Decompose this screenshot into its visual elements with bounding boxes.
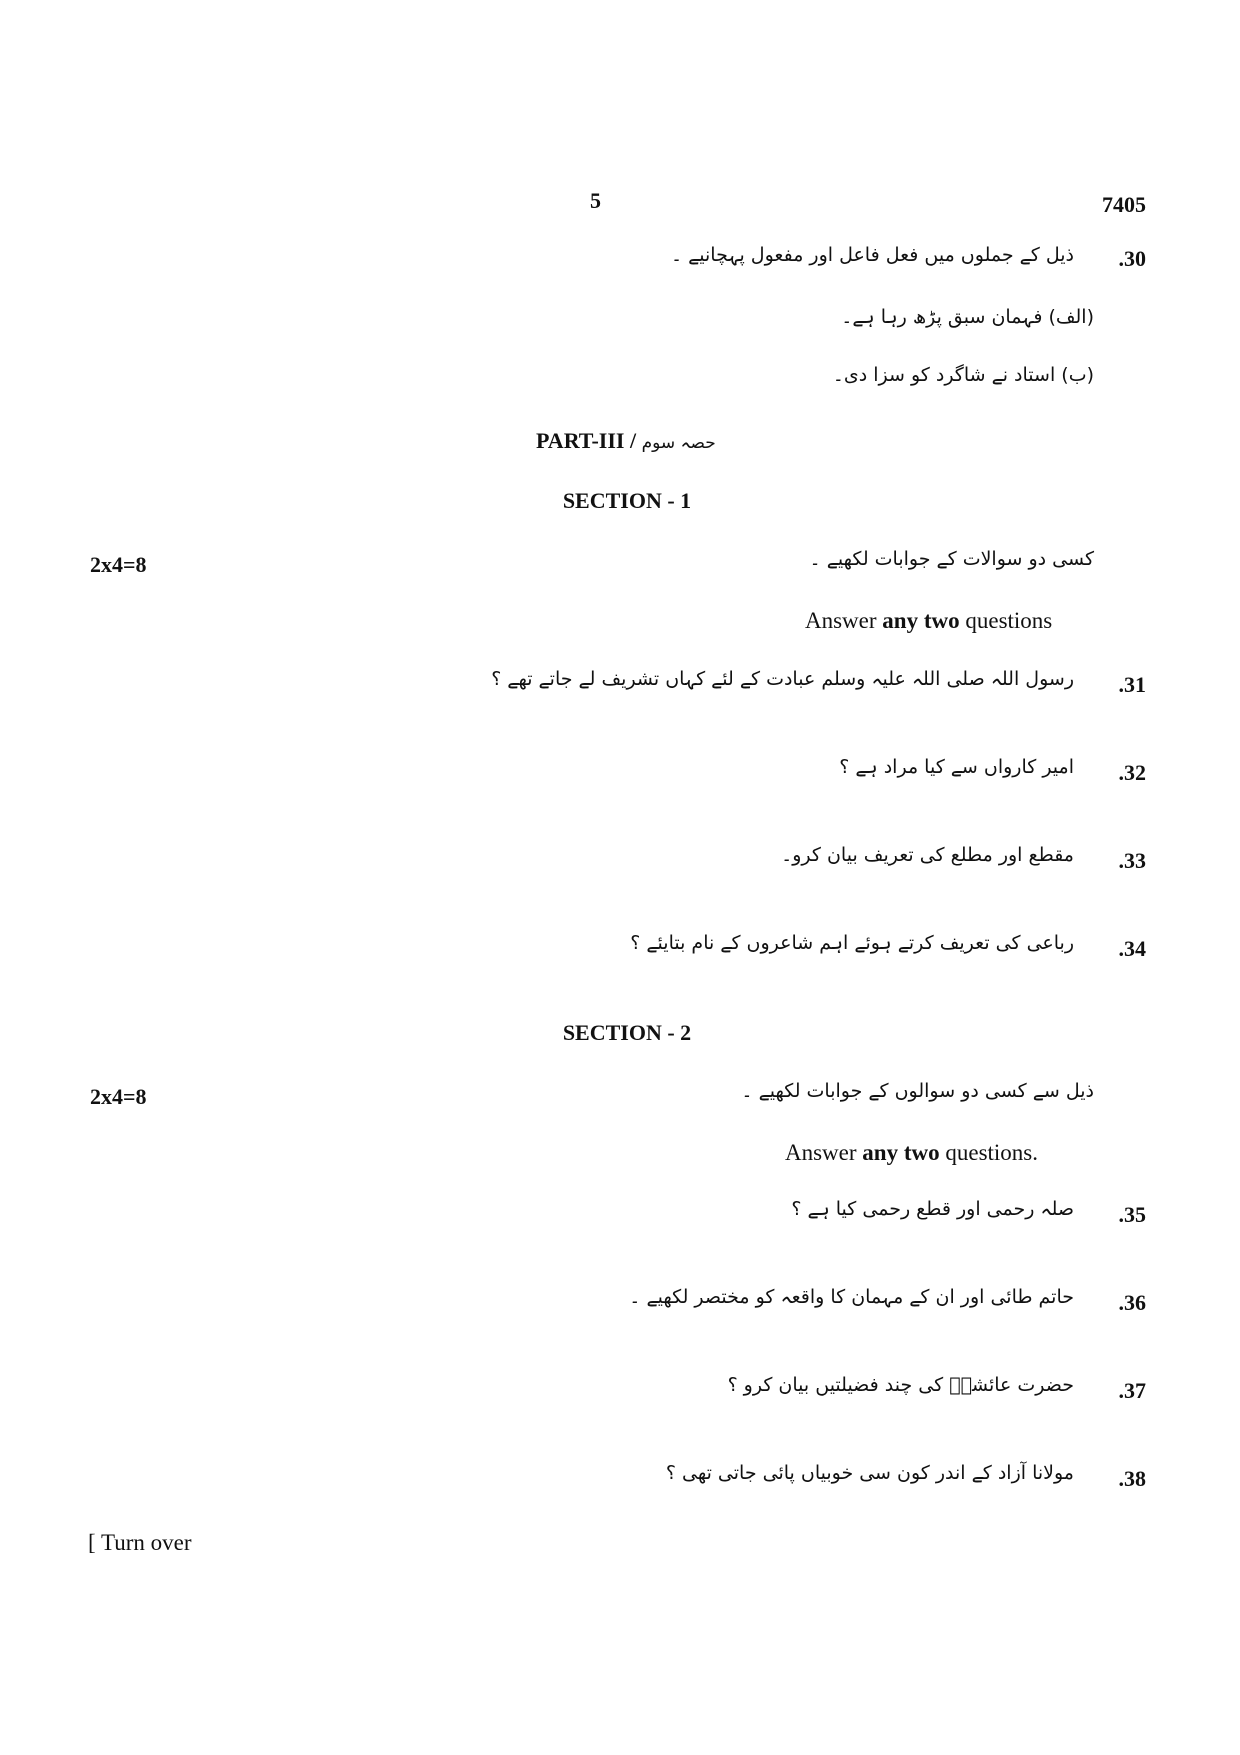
question-32-text: امیر کارواں سے کیا مراد ہے ؟ [839, 756, 1074, 778]
question-38-number: .38 [1118, 1466, 1146, 1491]
question-30-number: .30 [1118, 246, 1146, 271]
section-1-instruction-urdu: کسی دو سوالات کے جوابات لکھیے ۔ [809, 548, 1094, 570]
question-30-part-a: (الف) فہمان سبق پڑھ رہا ہے۔ [841, 306, 1094, 328]
section-1-title: SECTION - 1 [562, 488, 692, 513]
part-heading-en: PART-III / [536, 428, 637, 453]
question-33-text: مقطع اور مطلع کی تعریف بیان کرو۔ [781, 844, 1074, 866]
paper-code: 7405 [1102, 192, 1146, 217]
question-34-number: .34 [1118, 936, 1146, 961]
question-38-text: مولانا آزاد کے اندر کون سی خوبیاں پائی جاتی تھی ؟ [665, 1462, 1074, 1484]
question-35-text: صلہ رحمی اور قطع رحمی کیا ہے ؟ [791, 1198, 1074, 1220]
question-36-number: .36 [1118, 1290, 1146, 1315]
page-number: 5 [590, 188, 601, 213]
question-34-text: رباعی کی تعریف کرتے ہوئے اہم شاعروں کے نام بتایئے ؟ [630, 932, 1074, 954]
question-30-text: ذیل کے جملوں میں فعل فاعل اور مفعول پہچانیے ۔ [670, 244, 1074, 266]
section-2-marks: 2x4=8 [90, 1084, 147, 1109]
part-heading [536, 428, 716, 454]
question-37-text: حضرت عائشہؓ کی چند فضیلتیں بیان کرو ؟ [727, 1374, 1074, 1396]
question-33-number: .33 [1118, 848, 1146, 873]
question-35-number: .35 [1118, 1202, 1146, 1227]
part-heading-ur: حصہ سوم [641, 433, 716, 453]
section-2-instruction-english: Answer any two questions. [785, 1140, 1038, 1165]
question-31-number: .31 [1118, 672, 1146, 697]
turn-over-note: [ Turn over [88, 1530, 192, 1555]
question-36-text: حاتم طائی اور ان کے مہمان کا واقعہ کو مختصر لکھیے ۔ [629, 1286, 1074, 1308]
question-30-part-b: (ب) استاد نے شاگرد کو سزا دی۔ [832, 364, 1094, 386]
question-31-text: رسول اللہ صلی اللہ علیہ وسلم عبادت کے لئے کہاں تشریف لے جاتے تھے ؟ [491, 668, 1074, 690]
question-32-number: .32 [1118, 760, 1146, 785]
section-1-instruction-english: Answer any two questions [805, 608, 1053, 633]
question-37-number: .37 [1118, 1378, 1146, 1403]
section-1-marks: 2x4=8 [90, 552, 147, 577]
section-2-title: SECTION - 2 [562, 1020, 692, 1045]
section-2-instruction-urdu: ذیل سے کسی دو سوالوں کے جوابات لکھیے ۔ [741, 1080, 1094, 1102]
